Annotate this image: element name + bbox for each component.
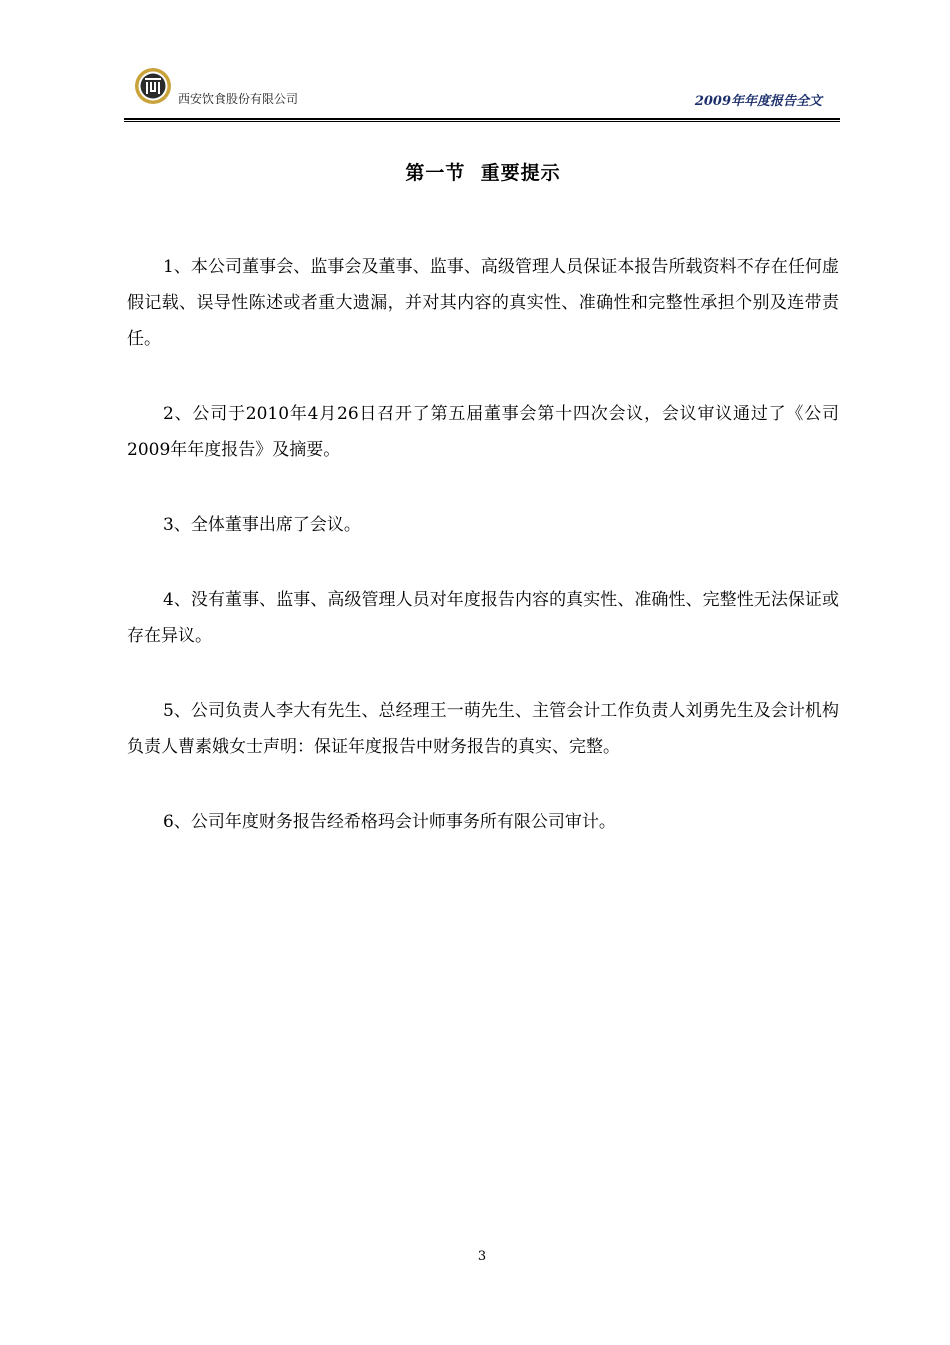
notice-paragraph-1: 1、本公司董事会、监事会及董事、监事、高级管理人员保证本报告所载资料不存在任何虚假记载、误导性陈述或者重大遗漏，并对其内容的真实性、准确性和完整性承担个别及连带责任。 xyxy=(127,257,839,349)
company-logo-icon xyxy=(134,67,172,105)
notice-paragraph-3: 3、全体董事出席了会议。 xyxy=(163,515,361,535)
section-title: 第一节 重要提示 xyxy=(405,162,561,184)
notice-paragraph-2: 2、公司于2010年4月26日召开了第五届董事会第十四次会议，会议审议通过了《公司2009年年度报告》及摘要。 xyxy=(127,404,839,460)
notice-paragraph-6: 6、公司年度财务报告经希格玛会计师事务所有限公司审计。 xyxy=(163,812,616,832)
page-number: 3 xyxy=(477,1249,487,1264)
report-title: 2009年年度报告全文 xyxy=(694,94,822,109)
header-divider xyxy=(124,118,840,120)
notice-paragraph-5: 5、公司负责人李大有先生、总经理王一萌先生、主管会计工作负责人刘勇先生及会计机构负责人曹素娥女士声明：保证年度报告中财务报告的真实、完整。 xyxy=(127,701,839,757)
important-notice-list xyxy=(127,249,839,879)
page-header xyxy=(0,0,950,125)
company-name: 西安饮食股份有限公司 xyxy=(178,92,299,106)
notice-paragraph-4: 4、没有董事、监事、高级管理人员对年度报告内容的真实性、准确性、完整性无法保证或存在异议。 xyxy=(127,590,839,646)
header-divider-thin xyxy=(124,121,840,122)
